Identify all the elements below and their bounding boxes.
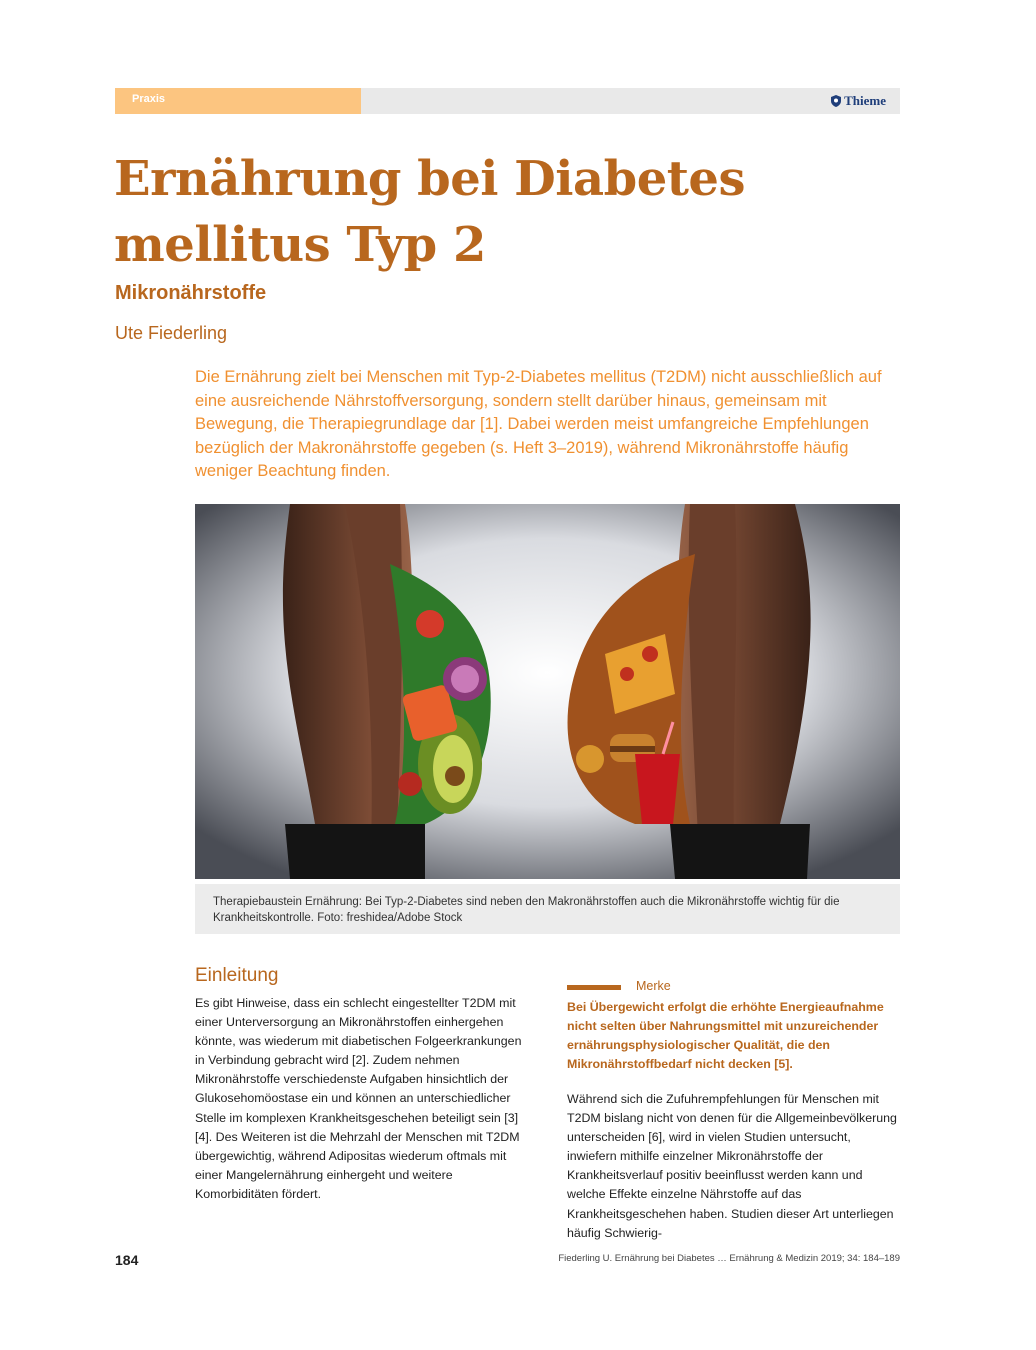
merke-label: Merke bbox=[636, 979, 671, 993]
right-column bbox=[567, 1090, 900, 1243]
intro-section bbox=[195, 965, 528, 1204]
thieme-seal-icon bbox=[831, 95, 841, 107]
photo-caption: Therapiebaustein Ernährung: Bei Typ-2-Diabetes sind neben den Makronährstoffen auch die Mikronährstoffe wichtig für die Krankheitskontrolle. Foto: freshidea/Adobe Stock bbox=[195, 884, 900, 934]
photo-illustration bbox=[195, 504, 900, 879]
intro-paragraph: Es gibt Hinweise, dass ein schlecht eingestellter T2DM mit einer Unterversorgung an Mikronährstoffen einhergehen könnte, was wiederum mit diabetischen Folgeerkrankungen in Verbindung gebracht wird [2]. Zudem nehmen Mikronährstoffe verschiedenste Aufgaben hinsichtlich der Glukosehomöostase ein und können an unterschiedlicher Stelle im komplexen Krankheitsgeschehen beteiligt sein [3][4]. Des Weiteren ist die Mehrzahl der Menschen mit T2DM übergewichtig, während Adipositas wiederum oftmals mit einer Mangelernährung einhergeht und weitere Komorbiditäten fördert. bbox=[195, 996, 522, 1201]
publisher-logo bbox=[831, 93, 886, 109]
footer-citation: Fiederling U. Ernährung bei Diabetes … Ernährung & Medizin 2019; 34: 184–189 bbox=[558, 1253, 900, 1264]
article-photo bbox=[195, 504, 900, 879]
article-subtitle: Mikronährstoffe bbox=[115, 282, 267, 304]
merke-text: Bei Übergewicht erfolgt die erhöhte Energieaufnahme nicht selten über Nahrungsmittel mit unzureichender ernährungsphysiologischer Qualität, die den Mikronährstoffbedarf nicht decken [5]. bbox=[567, 1000, 884, 1072]
header-bar bbox=[115, 88, 900, 114]
merke-box bbox=[567, 978, 900, 1074]
section-tab: Praxis bbox=[115, 88, 361, 114]
lead-paragraph: Die Ernährung zielt bei Menschen mit Typ-2-Diabetes mellitus (T2DM) nicht ausschließlich auf eine ausreichende Nährstoffversorgung, sondern stellt darüber hinaus, gemeinsam mit Bewegung, die Therapiegrundlage dar [1]. Dabei werden meist umfangreiche Empfehlungen bezüglich der Makronährstoffe gegeben (s. Heft 3–2019), während Mikronährstoffe häufig weniger Beachtung finden. bbox=[195, 368, 882, 480]
author-name: Ute Fiederling bbox=[115, 323, 228, 343]
section-heading: Einleitung bbox=[195, 965, 279, 986]
page-number: 184 bbox=[115, 1252, 139, 1268]
merke-bar bbox=[567, 985, 621, 990]
brand-name: Thieme bbox=[844, 93, 886, 108]
right-paragraph: Während sich die Zufuhrempfehlungen für Menschen mit T2DM bislang nicht von denen für die Allgemeinbevölkerung unterscheiden [6], wird in vielen Studien untersucht, inwiefern mithilfe einzelner Mikronährstoffe der Krankheitsverlauf positiv beeinflusst werden kann und welche Effekte einzelne Nährstoffe auf das Krankheitsgeschehen haben. Studien dieser Art unterliegen häufig Schwierig- bbox=[567, 1092, 897, 1240]
article-title: Ernährung bei Diabetes mellitus Typ 2 bbox=[114, 151, 745, 273]
